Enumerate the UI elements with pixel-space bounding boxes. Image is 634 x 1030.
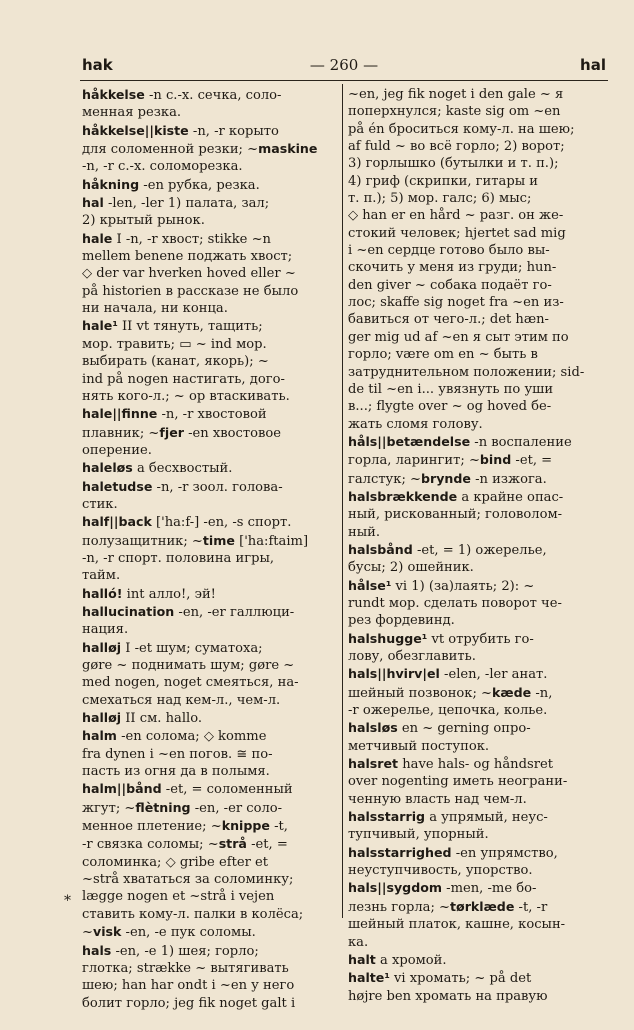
entry-text: менное плетение; ~ <box>82 819 222 835</box>
headword: hålse¹ <box>348 577 392 593</box>
entry-text: på én броситься кому-л. на шею; <box>348 121 575 137</box>
entry-text: -et, = <box>246 837 288 853</box>
entry-text: ~ <box>82 925 93 941</box>
entry-text: -en, -er соло- <box>190 800 283 816</box>
text-line <box>348 879 610 897</box>
headword: maskine <box>258 141 318 157</box>
entry-text: затруднительном положении; sid- <box>348 364 585 380</box>
entry-text: ['ha:ftaim] <box>234 533 309 549</box>
text-line <box>348 364 610 381</box>
text-line <box>348 988 610 1005</box>
running-header <box>82 56 606 78</box>
text-line <box>348 916 610 933</box>
entry-text: -r связка соломы; ~ <box>82 837 219 853</box>
text-line <box>348 242 610 259</box>
entry-text: vt отрубить го- <box>427 631 534 647</box>
entry-text: på historien в рассказе не было <box>82 283 299 299</box>
text-line <box>82 799 337 817</box>
entry-text: ◇ der var hverken hoved eller ~ <box>82 266 296 282</box>
text-line <box>82 532 337 550</box>
headword: halsstarrighed <box>348 844 452 860</box>
entry-text: ~en, jeg fik noget i den gale ~ я <box>348 87 564 102</box>
entry-text: lægge nogen et ~strå i vejen <box>82 889 275 905</box>
headword: tørklæde <box>450 898 515 914</box>
entry-text: ind på nogen настигать, дого- <box>82 371 285 387</box>
entry-text: I -n, -r хвост; stikke ~n <box>112 231 271 247</box>
text-line <box>82 405 337 423</box>
text-line <box>348 311 610 328</box>
entry-text: ~strå хвататься за соломинку; <box>82 872 294 888</box>
headword: flètning <box>135 799 191 815</box>
text-line <box>82 871 337 888</box>
entry-text: лос; skaffe sig noget fra ~en из- <box>348 295 564 311</box>
entry-text: тайм. <box>82 568 121 584</box>
entry-text: II vt тянуть, тащить; <box>117 319 263 335</box>
text-line <box>82 923 337 941</box>
text-line <box>82 942 337 960</box>
text-line <box>82 585 337 603</box>
headword: halshugge¹ <box>348 630 428 646</box>
entry-text: скочить у меня из груди; hun- <box>348 260 557 276</box>
text-line <box>348 524 610 541</box>
entry-text: оперение. <box>82 442 152 458</box>
entry-text: fra dynen i ~en погов. ≅ по- <box>82 746 273 762</box>
text-line <box>82 709 337 727</box>
text-line <box>348 934 610 951</box>
entry-text: метчивый поступок. <box>348 738 490 754</box>
text-line <box>348 702 610 719</box>
entry-text: горла, ларингит; ~ <box>348 453 480 469</box>
text-line <box>82 459 337 477</box>
text-line <box>348 103 610 120</box>
entry-text: a бесхвостый. <box>132 461 233 477</box>
text-line <box>348 630 610 648</box>
header-right-guideword: hal <box>580 56 606 74</box>
entry-text: в...; flygte over ~ og hoved бе- <box>348 399 552 415</box>
entry-text: -n, -r спорт. половина игры, <box>82 550 275 566</box>
entry-text: -n, -r хвостовой <box>157 407 267 423</box>
text-line <box>348 277 610 294</box>
headword: brynde <box>421 470 471 486</box>
text-line <box>82 567 337 584</box>
headword: halsstarrig <box>348 809 426 825</box>
text-line <box>82 158 337 175</box>
headword: halt <box>348 951 376 967</box>
headword: håkkelse <box>82 87 145 102</box>
entry-text: -et, = 1) ожерелье, <box>412 542 547 558</box>
entry-text: пасть из огня да в полымя. <box>82 764 270 780</box>
text-line <box>348 665 610 683</box>
entry-text: ченную власть над чем-л. <box>348 791 527 807</box>
text-line <box>348 433 610 451</box>
headword: halte¹ <box>348 970 390 986</box>
entry-text: бусы; 2) ошейник. <box>348 560 474 576</box>
entry-text: -t, <box>269 819 288 835</box>
text-line <box>348 190 610 207</box>
text-line <box>82 388 337 405</box>
text-line <box>82 353 337 370</box>
entry-text: de til ~en i... увязнуть по уши <box>348 381 554 397</box>
column-divider <box>342 84 343 918</box>
headword: kæde <box>492 684 532 700</box>
left-column <box>82 86 337 1012</box>
text-line <box>348 755 610 773</box>
headword: hale||finne <box>82 406 158 422</box>
entry-text: бавиться от чего-л.; det hæn- <box>348 312 549 328</box>
text-line <box>82 496 337 513</box>
text-line <box>348 416 610 433</box>
entry-text: соломинка; ◇ gribe efter et <box>82 854 269 870</box>
text-line <box>82 336 337 353</box>
text-line <box>82 104 337 121</box>
headword: halløj <box>82 710 122 726</box>
text-line <box>348 826 610 843</box>
entry-text: -n изжога. <box>470 471 547 487</box>
text-line <box>348 719 610 737</box>
headword: halm||bånd <box>82 781 162 797</box>
entry-text: галстук; ~ <box>348 471 421 487</box>
entry-text: смехаться над кем-л., чем-л. <box>82 692 281 708</box>
entry-text: -men, -me бо- <box>442 881 537 897</box>
entry-text: II см. hallo. <box>121 711 203 727</box>
text-line <box>348 684 610 702</box>
headword: halsløs <box>348 720 398 736</box>
entry-text: т. п.); 5) мор. галс; 6) мыс; <box>348 191 532 207</box>
text-line <box>348 951 610 969</box>
entry-text: gøre ~ поднимать шум; gøre ~ <box>82 658 295 673</box>
text-line <box>348 138 610 155</box>
headword: halløj <box>82 639 122 655</box>
text-line <box>82 621 337 638</box>
entry-text: ка. <box>348 934 369 950</box>
entry-text: -et, = <box>511 453 553 469</box>
entry-text: ['ha:f-] -en, -s спорт. <box>151 515 292 531</box>
text-line <box>82 763 337 780</box>
text-line <box>82 140 337 158</box>
text-line <box>348 773 610 790</box>
entry-text: -t, -r <box>514 899 548 915</box>
text-line <box>82 727 337 745</box>
entry-text: over nogenting иметь неограни- <box>348 774 568 790</box>
entry-text: -en рубка, резка. <box>139 177 260 193</box>
text-line <box>82 550 337 567</box>
entry-text: ный. <box>348 524 381 540</box>
entry-text: -en хвостовое <box>183 425 282 441</box>
headword: hale¹ <box>82 318 118 334</box>
entry-text: нять кого-л.; ~ op втаскивать. <box>82 388 290 404</box>
text-line <box>82 212 337 229</box>
headword: strå <box>218 836 247 852</box>
headword: håls||betændelse <box>348 433 471 449</box>
text-line <box>348 541 610 559</box>
headword: hals||hvirv|el <box>348 666 440 682</box>
text-line <box>348 398 610 415</box>
text-line <box>82 888 337 905</box>
page-number: — 260 — <box>309 56 379 74</box>
text-line <box>82 674 337 691</box>
entry-text: тупчивый, упорный. <box>348 827 489 843</box>
headword: håkning <box>82 176 140 192</box>
headword: haletudse <box>82 478 153 494</box>
entry-text: -r ожерелье, цепочка, колье. <box>348 703 548 719</box>
text-line <box>348 612 610 629</box>
entry-text: лову, обезглавить. <box>348 649 476 664</box>
entry-text: шею; han har ondt i ~en у него <box>82 978 295 994</box>
headword: halsret <box>348 756 399 772</box>
text-line <box>348 294 610 311</box>
text-line <box>82 230 337 248</box>
text-line <box>348 207 610 224</box>
entry-text: ный, рискованный; головолом- <box>348 507 563 523</box>
entry-text: -en, -er галлюци- <box>174 604 295 620</box>
text-line <box>348 381 610 398</box>
text-line <box>348 648 610 665</box>
entry-text: den giver ~ собака подаёт го- <box>348 277 552 293</box>
text-line <box>82 835 337 853</box>
text-line <box>82 746 337 763</box>
text-line <box>82 906 337 923</box>
text-line <box>348 259 610 276</box>
header-rule <box>80 80 608 81</box>
text-line <box>348 451 610 469</box>
entry-text: жгут; ~ <box>82 800 136 816</box>
headword: halsbrækkende <box>348 488 458 504</box>
text-line <box>348 173 610 190</box>
headword: håkkelse||kiste <box>82 122 189 138</box>
headword: halm <box>82 728 117 744</box>
entry-text: стик. <box>82 496 118 512</box>
entry-text: -n, <box>531 685 553 701</box>
entry-text: -en солома; ◇ komme <box>116 729 267 745</box>
entry-text: глотка; strække ~ вытягивать <box>82 960 289 976</box>
headword: hals <box>82 942 112 958</box>
headword: hallucination <box>82 603 175 619</box>
entry-text: рез фордевинд. <box>348 613 455 629</box>
entry-text: горло; være om en ~ быть в <box>348 347 538 363</box>
entry-text: -n с.-х. сечка, соло- <box>144 88 282 103</box>
text-line <box>82 176 337 194</box>
entry-text: højre ben хромать на правую <box>348 988 548 1004</box>
text-line <box>348 844 610 862</box>
text-line <box>348 791 610 808</box>
text-line <box>348 862 610 879</box>
entry-text: i ~en сердце готово было вы- <box>348 243 550 259</box>
text-line <box>348 225 610 242</box>
entry-text: ger mig ud af ~en я сыт этим по <box>348 329 569 345</box>
entry-text: выбирать (канат, якорь); ~ <box>82 354 269 370</box>
text-line <box>348 969 610 987</box>
entry-text: полузащитник; ~ <box>82 533 203 549</box>
entry-text: -et, = соломенный <box>161 782 293 798</box>
entry-text: -n, -r с.-х. соломорезка. <box>82 159 243 175</box>
text-line <box>82 780 337 798</box>
entry-text: vi 1) (за)лаять; 2): ~ <box>391 578 535 594</box>
entry-text: en ~ gerning опро- <box>397 721 531 737</box>
text-line <box>82 265 337 282</box>
text-line <box>82 513 337 531</box>
entry-text: -elen, -ler анат. <box>439 667 548 683</box>
text-line <box>348 155 610 172</box>
entry-text: нация. <box>82 622 129 638</box>
headword: haleløs <box>82 460 133 476</box>
text-line <box>348 898 610 916</box>
entry-text: ставить кому-л. палки в колёса; <box>82 906 304 922</box>
text-line <box>348 808 610 826</box>
headword: visk <box>92 924 122 940</box>
text-line <box>82 442 337 459</box>
entry-text: менная резка. <box>82 105 182 121</box>
text-line <box>82 194 337 212</box>
headword: time <box>202 532 235 548</box>
text-line <box>82 639 337 657</box>
text-line <box>82 283 337 300</box>
entry-text: af fuld ~ во всё горло; 2) ворот; <box>348 139 565 155</box>
text-line <box>82 657 337 674</box>
entry-text: I -et шум; суматоха; <box>121 640 263 656</box>
right-column <box>348 86 610 1005</box>
entry-text: int алло!, эй! <box>122 586 216 602</box>
entry-text: vi хромать; ~ på det <box>389 971 532 987</box>
entry-text: лезнь горла; ~ <box>348 899 451 915</box>
entry-text: 4) гриф (скрипки, гитары и <box>348 173 539 189</box>
text-line <box>348 86 610 103</box>
entry-text: -en упрямство, <box>451 845 558 861</box>
text-line <box>82 995 337 1012</box>
headword: knippe <box>221 818 270 834</box>
entry-text: -n, -r корыто <box>188 123 279 139</box>
headword: hal <box>82 195 104 211</box>
text-line <box>82 603 337 621</box>
text-line <box>82 817 337 835</box>
entry-text: -n, -r зоол. голова- <box>152 479 283 495</box>
entry-text: ◇ han er en hård ~ разг. он же- <box>348 208 564 224</box>
margin-mark: * <box>64 893 71 909</box>
text-line <box>82 317 337 335</box>
entry-text: 3) горлышко (бутылки и т. п.); <box>348 156 559 172</box>
text-line <box>348 488 610 506</box>
headword: fjer <box>159 424 184 440</box>
entry-text: 2) крытый рынок. <box>82 213 205 229</box>
text-line <box>82 371 337 388</box>
text-line <box>348 738 610 755</box>
entry-text: жать сломя голову. <box>348 416 483 432</box>
text-line <box>348 506 610 523</box>
entry-text: шейный платок, кашне, косын- <box>348 917 566 933</box>
text-line <box>348 595 610 612</box>
entry-text: -len, -ler 1) палата, зал; <box>103 196 270 212</box>
text-line <box>82 248 337 265</box>
entry-text: -en, -e 1) шея; горло; <box>111 943 259 959</box>
text-line <box>82 960 337 977</box>
text-line <box>348 329 610 346</box>
text-line <box>82 977 337 994</box>
entry-text: mellem benene поджать хвост; <box>82 249 293 265</box>
headword: hals||sygdom <box>348 880 442 896</box>
text-line <box>348 121 610 138</box>
text-line <box>348 577 610 595</box>
entry-text: have hals- og håndsret <box>398 757 553 773</box>
entry-text: поперхнулся; kaste sig om ~en <box>348 104 561 120</box>
text-line <box>82 122 337 140</box>
entry-text: мор. травить; ▭ ~ ind мор. <box>82 336 267 352</box>
entry-text: a крайне опас- <box>457 489 564 505</box>
header-left-guideword: hak <box>82 56 113 74</box>
text-line <box>348 559 610 576</box>
entry-text: rundt мор. сделать поворот че- <box>348 595 562 611</box>
headword: hale <box>82 230 113 246</box>
entry-text: для соломенной резки; ~ <box>82 142 259 158</box>
entry-text: неуступчивость, упорство. <box>348 863 533 879</box>
entry-text: -n воспаление <box>470 434 572 450</box>
text-line <box>82 86 337 104</box>
entry-text: болит горло; jeg fik noget galt i <box>82 995 296 1011</box>
text-line <box>82 424 337 442</box>
entry-text: шейный позвонок; ~ <box>348 685 493 701</box>
entry-text: med nogen, noget смеяться, на- <box>82 675 299 691</box>
text-line <box>82 478 337 496</box>
entry-text: стокий человек; hjertet sad mig <box>348 225 566 241</box>
text-line <box>348 470 610 488</box>
text-line <box>82 854 337 871</box>
entry-text: ни начала, ни конца. <box>82 301 228 317</box>
headword: halsbånd <box>348 541 413 557</box>
headword: halló! <box>82 585 123 601</box>
entry-text: a упрямый, неус- <box>425 810 548 826</box>
headword: bind <box>479 452 512 468</box>
entry-text: плавник; ~ <box>82 425 160 441</box>
text-line <box>82 300 337 317</box>
text-line <box>348 346 610 363</box>
entry-text: -en, -e пук соломы. <box>121 925 256 941</box>
headword: half||back <box>82 514 152 530</box>
entry-text: a хромой. <box>375 952 447 968</box>
text-line <box>82 692 337 709</box>
